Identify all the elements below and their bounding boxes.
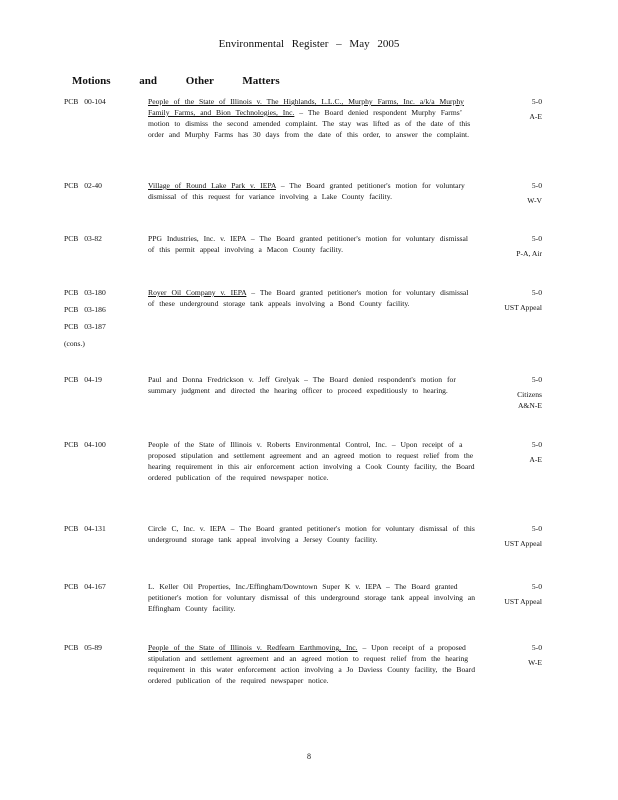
vote-column <box>484 374 542 411</box>
page-header: Environmental Register – May 2005 <box>218 38 400 50</box>
case-type-code: W-V <box>527 196 542 205</box>
docket-numbers <box>64 180 142 197</box>
page-number: 8 <box>307 752 311 761</box>
case-text: – Upon receipt of a proposed stipulation and settlement agreement and an agreed motion to request relief from the hearing requirement in this air enforcement action involving a Cook County facility, the Board ordered publication of the required newspaper notice. <box>148 440 475 482</box>
docket-numbers <box>64 374 142 391</box>
docket-number: PCB 03-82 <box>64 234 102 243</box>
case-type-code: UST Appeal <box>504 303 542 312</box>
vote-column <box>484 233 542 259</box>
vote-tally: 5-0 <box>531 234 542 243</box>
case-text: – The Board denied respondent's motion for summary judgment and directed the hearing officer to proceed expeditiously to hearing. <box>148 375 456 395</box>
entry-summary <box>148 581 478 614</box>
docket-number: PCB 00-104 <box>64 97 106 106</box>
docket-consolidated: (cons.) <box>64 339 85 348</box>
docket-number: PCB 04-167 <box>64 582 106 591</box>
docket-numbers <box>64 233 142 250</box>
case-text: – The Board granted petitioner's motion for voluntary dismissal of this permit appeal involving a Macon County facility. <box>148 234 468 254</box>
case-type-code: A&N-E <box>517 401 542 410</box>
case-type-code: A-E <box>529 112 542 121</box>
vote-column <box>484 581 542 607</box>
case-caption: L. Keller Oil Properties, Inc./Effingham/Downtown Super K v. IEPA <box>148 582 382 591</box>
vote-tally: 5-0 <box>531 643 542 652</box>
docket-numbers <box>64 96 142 113</box>
docket-number: PCB 04-100 <box>64 440 106 449</box>
vote-tally: 5-0 <box>531 582 542 591</box>
entry-summary <box>148 374 478 396</box>
case-type-code: W-E <box>528 658 542 667</box>
vote-column <box>484 523 542 549</box>
docket-number: PCB 04-131 <box>64 524 106 533</box>
docket-number: PCB 03-187 <box>64 322 106 331</box>
vote-tally: 5-0 <box>531 524 542 533</box>
case-caption: PPG Industries, Inc. v. IEPA <box>148 234 246 243</box>
vote-tally: 5-0 <box>531 440 542 449</box>
docket-number: PCB 03-180 <box>64 288 106 297</box>
vote-column <box>484 287 542 313</box>
docket-numbers <box>64 581 142 598</box>
vote-tally: 5-0 <box>531 375 542 384</box>
case-caption: Village of Round Lake Park v. IEPA <box>148 181 276 190</box>
vote-tally: 5-0 <box>531 288 542 297</box>
case-text: – Upon receipt of a proposed stipulation and settlement agreement and an agreed motion to request relief from the hearing requirement in this water enforcement action involving a Jo Daviess County facility, the Board ordered publication of the required newspaper notice. <box>148 643 475 685</box>
case-text: – The Board granted petitioner's motion for voluntary dismissal of these underground storage tank appeals involving a Bond County facility. <box>148 288 469 308</box>
vote-column <box>484 642 542 668</box>
entry-summary <box>148 287 478 309</box>
case-caption: Royer Oil Company v. IEPA <box>148 288 247 297</box>
entry-summary <box>148 439 478 483</box>
case-caption: People of the State of Illinois v. Redfearn Earthmoving, Inc. <box>148 643 358 652</box>
docket-numbers <box>64 642 142 659</box>
entry-summary <box>148 233 478 255</box>
case-caption: Circle C, Inc. v. IEPA <box>148 524 226 533</box>
docket-number: PCB 04-19 <box>64 375 102 384</box>
case-text: – The Board granted petitioner's motion for voluntary dismissal of this underground storage tank appeal involving a Jersey County facility. <box>148 524 475 544</box>
vote-column <box>484 180 542 206</box>
vote-tally: 5-0 <box>531 181 542 190</box>
docket-number: PCB 03-186 <box>64 305 106 314</box>
case-text: – The Board granted petitioner's motion for voluntary dismissal of this request for variance involving a Lake County facility. <box>148 181 465 201</box>
case-type-code: A-E <box>529 455 542 464</box>
section-title: Motions and Other Matters <box>72 75 280 87</box>
case-text: – The Board granted petitioner's motion for voluntary dismissal of this underground storage tank appeal involving an Effingham County facility. <box>148 582 476 613</box>
vote-column <box>484 439 542 465</box>
case-type-code: Citizens <box>517 390 542 399</box>
case-text: – The Board denied respondent Murphy Farms’ motion to dismiss the second amended complaint. The stay was lifted as of the date of this order and Murphy Farms has 30 days from the date of this order, to answer the complaint. <box>148 108 471 139</box>
docket-numbers <box>64 287 142 355</box>
case-type-code: UST Appeal <box>504 597 542 606</box>
entry-summary <box>148 96 478 140</box>
docket-number: PCB 05-89 <box>64 643 102 652</box>
vote-tally: 5-0 <box>531 97 542 106</box>
case-caption: People of the State of Illinois v. Roberts Environmental Control, Inc. <box>148 440 387 449</box>
docket-number: PCB 02-40 <box>64 181 102 190</box>
entry-summary <box>148 523 478 545</box>
vote-column <box>484 96 542 122</box>
entry-summary <box>148 180 478 202</box>
case-type-code: UST Appeal <box>504 539 542 548</box>
case-type-code: P-A, Air <box>516 249 542 258</box>
entry-summary <box>148 642 478 686</box>
docket-numbers <box>64 439 142 456</box>
case-caption: Paul and Donna Fredrickson v. Jeff Grelyak <box>148 375 300 384</box>
case-caption: People of the State of Illinois v. The Highlands, L.L.C., Murphy Farms, Inc. a/k/a Murphy Family Farms, and Bion Technologies, Inc. <box>148 97 464 117</box>
docket-numbers <box>64 523 142 540</box>
